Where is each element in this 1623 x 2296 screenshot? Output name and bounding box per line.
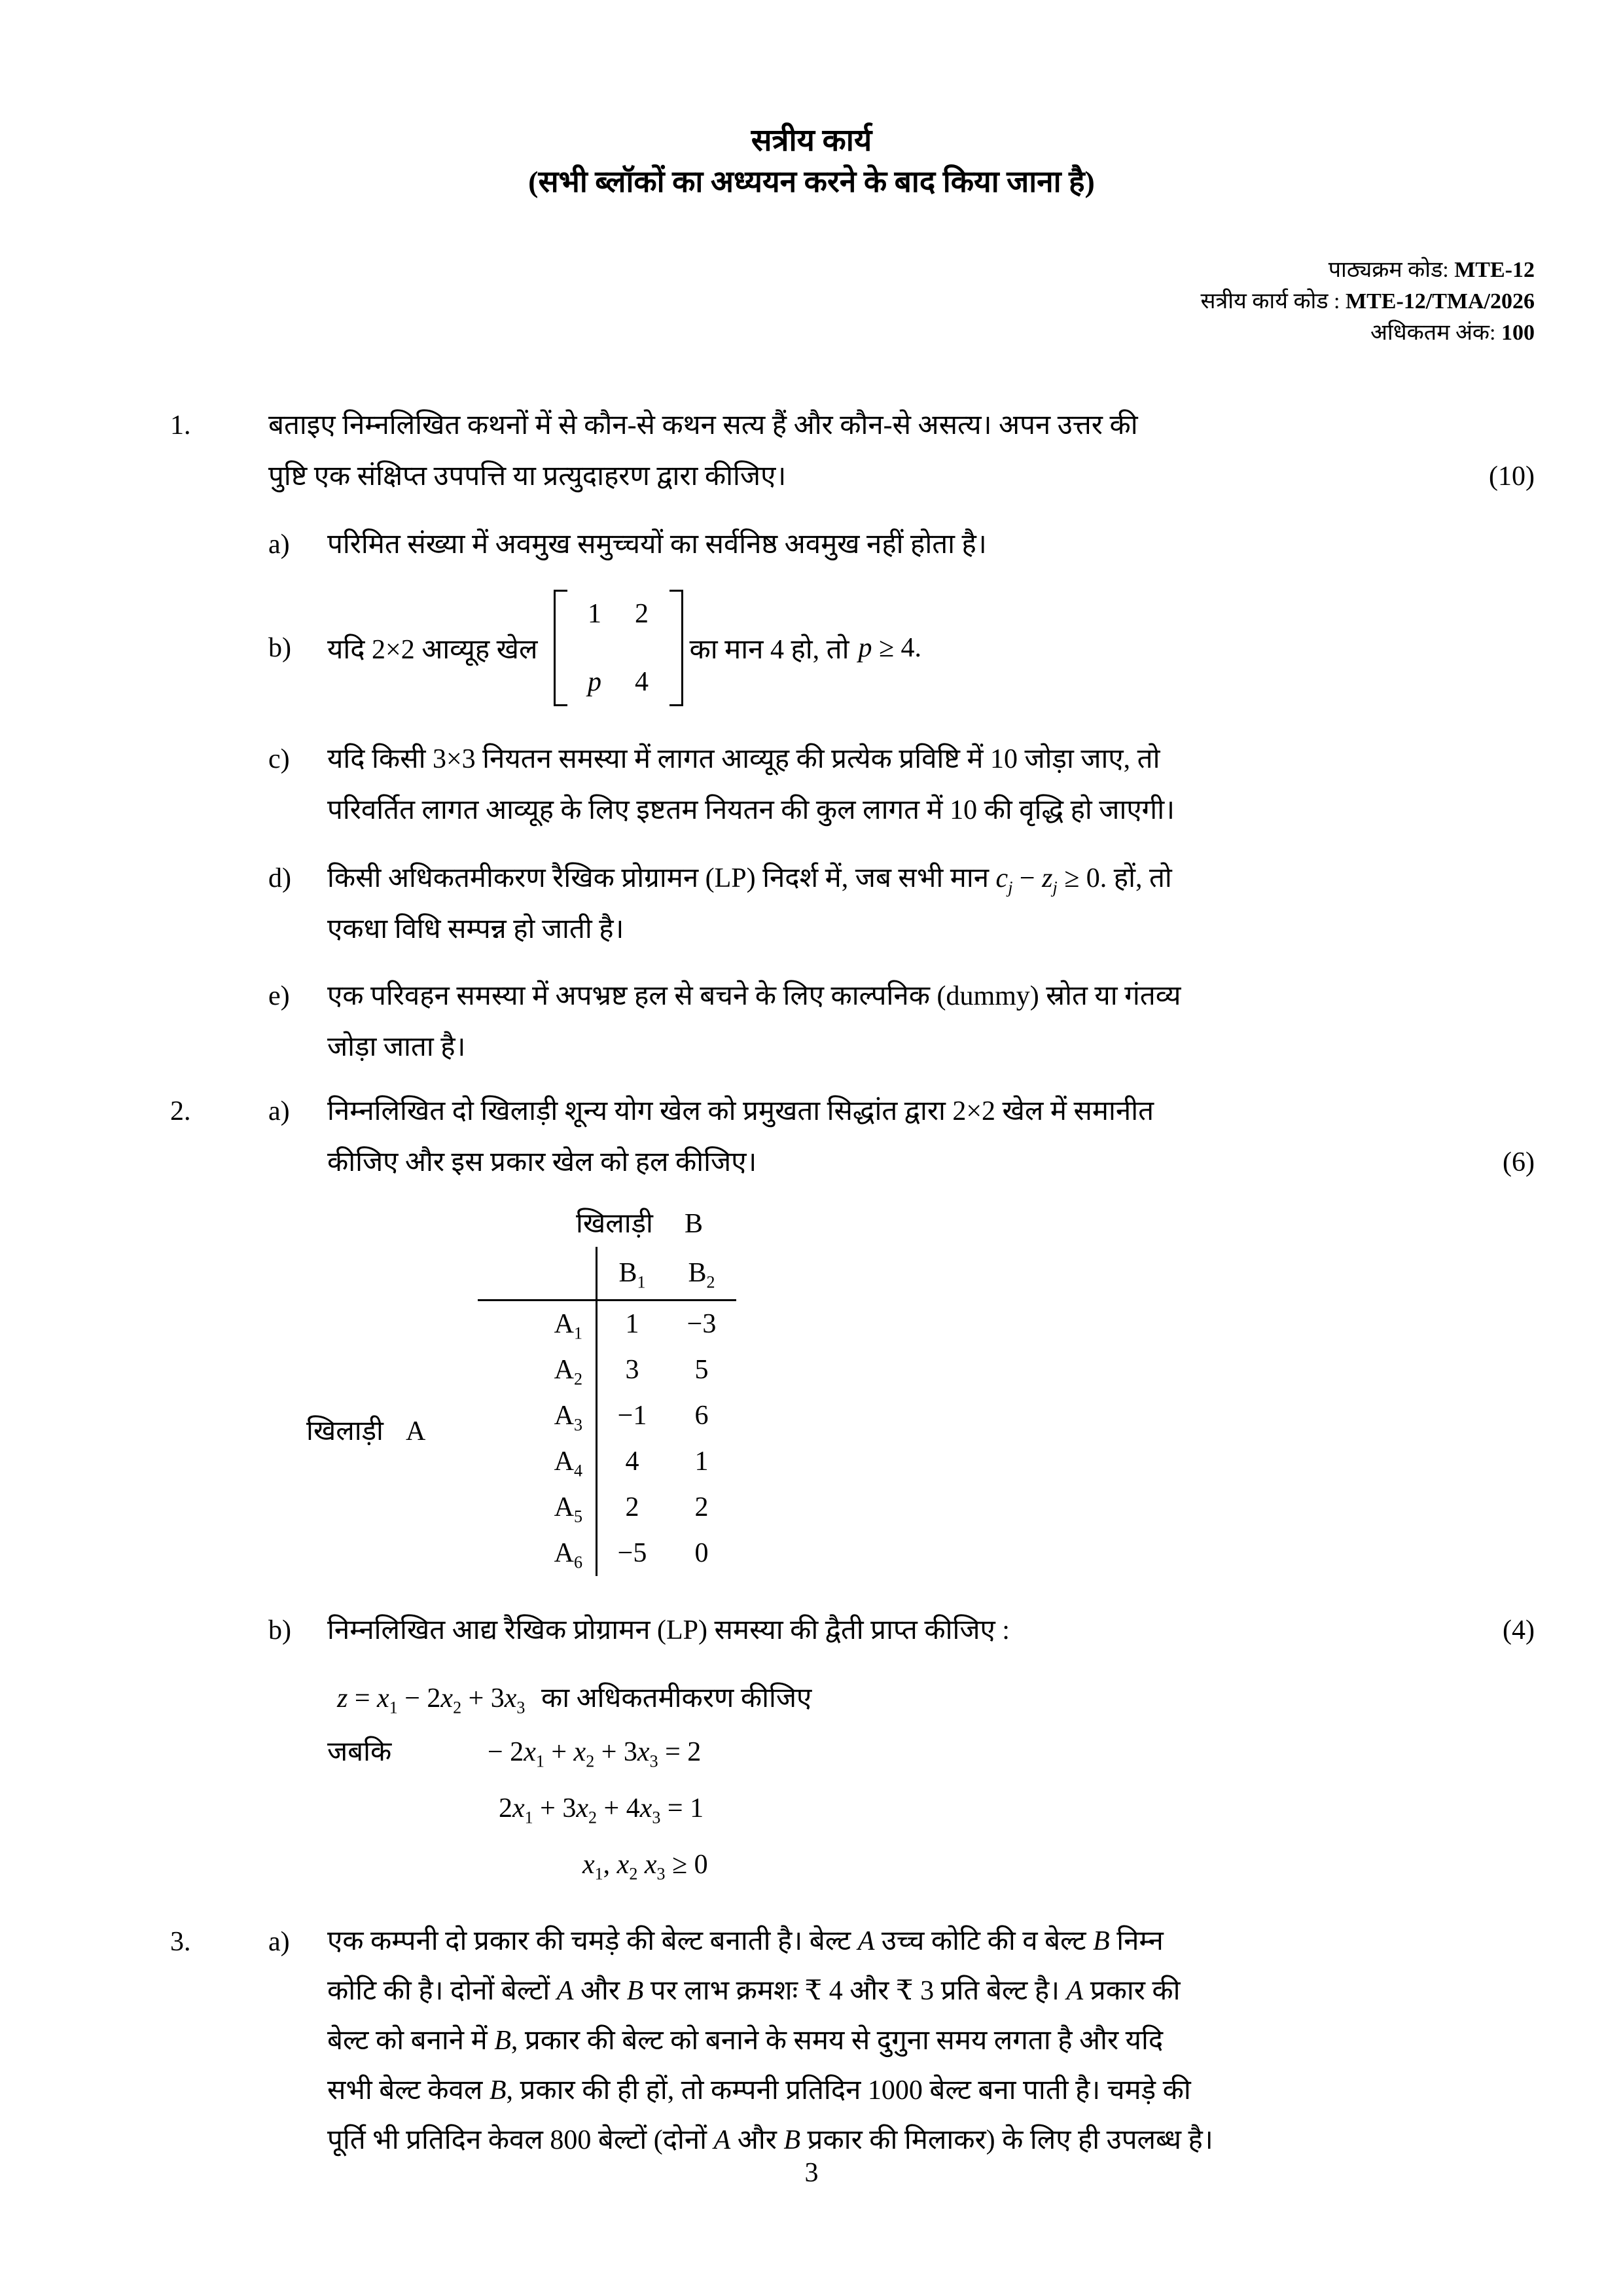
question-1-body: [268, 400, 1535, 1073]
game-row-label: $A_1$: [554, 1309, 582, 1343]
lp-constraint-1: $2x_1 + 3x_2 + 4x_3 = 1$: [499, 1793, 704, 1827]
question-1c-body: [327, 734, 1427, 836]
question-3a-text-line: पूर्ति भी प्रतिदिन केवल 800 बेल्टों (दोनों A और B प्रकार की मिलाकर) के लिए ही उपलब्ध है।: [327, 2125, 1213, 2155]
player-b-letter: B: [684, 1209, 703, 1239]
course-codes-block: [0, 255, 1623, 349]
question-1c-label: c): [268, 744, 290, 774]
question-2a-line1: निम्नलिखित दो खिलाड़ी शून्य योग खेल को प्रमुखता सिद्धांत द्वारा 2×2 खेल में समानीत: [327, 1096, 1154, 1126]
game-row-values: [596, 1530, 736, 1576]
question-2: [170, 1086, 1535, 1893]
game-row-label: $A_2$: [554, 1355, 582, 1389]
game-row: [478, 1530, 736, 1576]
game-row-values: [596, 1484, 736, 1530]
question-1b-math: p ≥ 4.: [858, 633, 922, 663]
game-row-label: $A_6$: [554, 1538, 582, 1572]
game-matrix: [554, 590, 683, 706]
player-a-label: खिलाड़ी: [306, 1416, 383, 1446]
question-1e-label: e): [268, 981, 290, 1011]
question-1b-text: [327, 574, 1427, 722]
game-cell: −5: [617, 1538, 647, 1568]
game-cell: 4: [625, 1446, 639, 1477]
question-1d-math: $c_j - z_j \ge 0$.: [995, 863, 1107, 897]
question-2a: [268, 1086, 1535, 1188]
assignment-code-value: MTE-12/TMA/2026: [1346, 289, 1535, 314]
question-3-number: 3.: [170, 1927, 191, 1957]
matrix-bracket-right: [669, 590, 683, 706]
question-1d-line1: किसी अधिकतमीकरण रैखिक प्रोग्रामन (LP) निदर्श में, जब सभी मान $c_j - z_j \ge 0$. हों, तो: [327, 863, 1172, 897]
question-1e-body: [327, 971, 1427, 1073]
question-1d: [268, 853, 1427, 955]
game-cell: −3: [687, 1309, 717, 1339]
question-2-body: [268, 1086, 1535, 1893]
game-row-values: [596, 1301, 736, 1347]
lp-subject-label: जबकि: [327, 1737, 392, 1767]
page-title: सत्रीय कार्य: [751, 124, 872, 158]
game-row: [478, 1484, 736, 1530]
game-table-corner: [478, 1247, 596, 1299]
game-row: [478, 1347, 736, 1393]
lp-constraint-0: − $2x_1 + x_2 + 3x_3 = 2$: [488, 1737, 702, 1771]
matrix-cells: [567, 590, 669, 706]
game-cell: 1: [625, 1309, 639, 1339]
question-1: [170, 400, 1535, 1073]
question-1-number: 1.: [170, 410, 191, 440]
game-cell: 1: [694, 1446, 709, 1477]
course-code-label: पाठ्यक्रम कोड:: [1328, 258, 1449, 282]
question-1b: [268, 574, 1427, 722]
question-2a-label: a): [268, 1096, 290, 1126]
question-2b-label: b): [268, 1615, 291, 1645]
question-1b-pre: यदि 2×2 आव्यूह खेल: [327, 634, 538, 665]
game-cell: −1: [617, 1401, 647, 1431]
question-1a-label: a): [268, 529, 290, 560]
question-1b-body: [327, 574, 1427, 722]
question-1c-line1: यदि किसी 3×3 नियतन समस्या में लागत आव्यूह की प्रत्येक प्रविष्टि में 10 जोड़ा जाए, तो: [327, 744, 1160, 774]
question-2a-line2: कीजिए और इस प्रकार खेल को हल कीजिए। (6): [327, 1137, 1427, 1188]
game-col-headers: [596, 1247, 736, 1299]
lp-objective-text: का अधिकतमीकरण कीजिए: [541, 1683, 812, 1713]
question-1a-text: परिमित संख्या में अवमुख समुच्चयों का सर्वनिष्ठ अवमुख नहीं होता है।: [327, 529, 987, 560]
question-1e-line1: एक परिवहन समस्या में अपभ्रष्ट हल से बचने के लिए काल्पनिक (dummy) स्रोत या गंतव्य: [327, 981, 1181, 1011]
game-row: [478, 1393, 736, 1439]
max-marks-line: [0, 317, 1535, 349]
assignment-code-line: [0, 286, 1535, 317]
lp-constraint-line-2: [327, 1780, 1427, 1837]
question-1d-label: d): [268, 863, 291, 893]
max-marks-value: 100: [1501, 321, 1535, 345]
question-1-text-line2: पुष्टि एक संक्षिप्त उपपत्ति या प्रत्युदाहरण द्वारा कीजिए। (10): [268, 451, 1427, 502]
question-1a: [268, 519, 1427, 570]
player-b-header: [576, 1201, 736, 1247]
lp-constraint-line-3: [327, 1837, 1427, 1893]
page-header: [0, 0, 1623, 204]
game-row: [478, 1301, 736, 1347]
question-1e-line2: जोड़ा जाता है।: [327, 1032, 466, 1062]
document-body: [0, 400, 1623, 2165]
game-row-label: $A_5$: [554, 1492, 582, 1526]
course-code-value: MTE-12: [1454, 258, 1535, 282]
question-1d-body: [327, 853, 1427, 955]
matrix-cell: 4: [635, 667, 649, 697]
question-1c-line2: परिवर्तित लागत आव्यूह के लिए इष्टतम नियतन की कुल लागत में 10 की वृद्धि हो जाएगी।: [327, 795, 1175, 825]
game-cell: 5: [694, 1355, 709, 1385]
question-3a-text-line: बेल्ट को बनाने में B, प्रकार की बेल्ट को बनाने के समय से दुगुना समय लगता है और यदि: [327, 2026, 1164, 2056]
question-3a-text-line: सभी बेल्ट केवल B, प्रकार की ही हों, तो कम्पनी प्रतिदिन 1000 बेल्ट बना पाती है। चमड़े की: [327, 2075, 1191, 2106]
page-number: 3: [804, 2158, 819, 2188]
game-table-wrapper: [306, 1201, 1427, 1576]
lp-constraint-2: $x_1$, $x_2$ $x_3 \ge 0$: [582, 1850, 708, 1884]
question-2b-marks: (4): [1503, 1615, 1535, 1645]
question-3a-lines: [327, 1916, 1427, 2165]
question-1b-post: का मान 4 हो, तो: [689, 634, 849, 665]
question-2b-text: निम्नलिखित आद्य रैखिक प्रोग्रामन (LP) समस्या की द्वैती प्राप्त कीजिए : (4): [327, 1605, 1427, 1656]
question-3a-text-line: एक कम्पनी दो प्रकार की चमड़े की बेल्ट बनाती है। बेल्ट A उच्च कोटि की व बेल्ट B निम्न: [327, 1926, 1164, 1956]
lp-objective-math: $z = x_1 - 2x_2 + 3x_3$: [337, 1683, 526, 1717]
course-code-line: [0, 255, 1535, 286]
page-subtitle: (सभी ब्लॉकों का अध्ययन करने के बाद किया जाना है): [528, 165, 1095, 198]
player-a-header: [306, 1411, 425, 1448]
assignment-code-label: सत्रीय कार्य कोड :: [1200, 289, 1340, 314]
game-payoff-table: [306, 1201, 736, 1576]
matrix-cell: p: [588, 667, 602, 697]
game-rows: [478, 1299, 736, 1576]
question-3a-text-line: कोटि की है। दोनों बेल्टों A और B पर लाभ क्रमशः ₹ 4 और ₹ 3 प्रति बेल्ट है। A प्रकार की: [327, 1976, 1181, 2006]
lp-objective-line: [327, 1673, 1427, 1724]
game-cell: 6: [694, 1401, 709, 1431]
question-3a: [268, 1916, 1427, 2165]
question-1e: [268, 971, 1427, 1073]
game-row-values: [596, 1393, 736, 1439]
max-marks-label: अधिकतम अंक:: [1370, 321, 1496, 345]
question-2-number: 2.: [170, 1096, 191, 1126]
matrix-bracket-left: [554, 590, 567, 706]
question-3-body: [268, 1916, 1427, 2165]
question-2b-body: [327, 1605, 1535, 1893]
question-1d-line2: एकधा विधि सम्पन्न हो जाती है।: [327, 914, 624, 944]
game-col-header: $B_2$: [688, 1258, 715, 1292]
question-3: [170, 1916, 1427, 2165]
question-3a-label: a): [268, 1927, 290, 1957]
game-cell: 2: [694, 1492, 709, 1522]
game-row-label: $A_4$: [554, 1446, 582, 1480]
game-table-column-header-row: [478, 1247, 736, 1299]
game-row: [478, 1439, 736, 1484]
player-a-letter: A: [405, 1416, 426, 1446]
game-cell: 2: [625, 1492, 639, 1522]
question-1b-label: b): [268, 633, 291, 663]
player-b-label: खिलाड़ी: [576, 1209, 653, 1239]
lp-subject-line: [327, 1724, 1427, 1780]
question-1a-body: [327, 519, 1427, 570]
lp-constraints: [327, 1724, 1427, 1893]
lp-problem: [327, 1673, 1427, 1893]
game-row-values: [596, 1439, 736, 1484]
question-1c: [268, 734, 1427, 836]
game-col-header: $B_1$: [618, 1258, 646, 1292]
question-2a-marks: (6): [1503, 1147, 1535, 1177]
game-cell: 3: [625, 1355, 639, 1385]
matrix-cell: 2: [635, 599, 649, 629]
question-1-text-line1: बताइए निम्नलिखित कथनों में से कौन-से कथन सत्य हैं और कौन-से असत्य। अपन उत्तर की: [268, 410, 1138, 440]
question-2a-body: [327, 1086, 1535, 1188]
game-cell: 0: [694, 1538, 709, 1568]
game-row-values: [596, 1347, 736, 1393]
question-2b: [268, 1605, 1535, 1893]
question-1-marks: (10): [1489, 461, 1535, 492]
matrix-cell: 1: [588, 599, 602, 629]
game-row-label: $A_3$: [554, 1401, 582, 1435]
